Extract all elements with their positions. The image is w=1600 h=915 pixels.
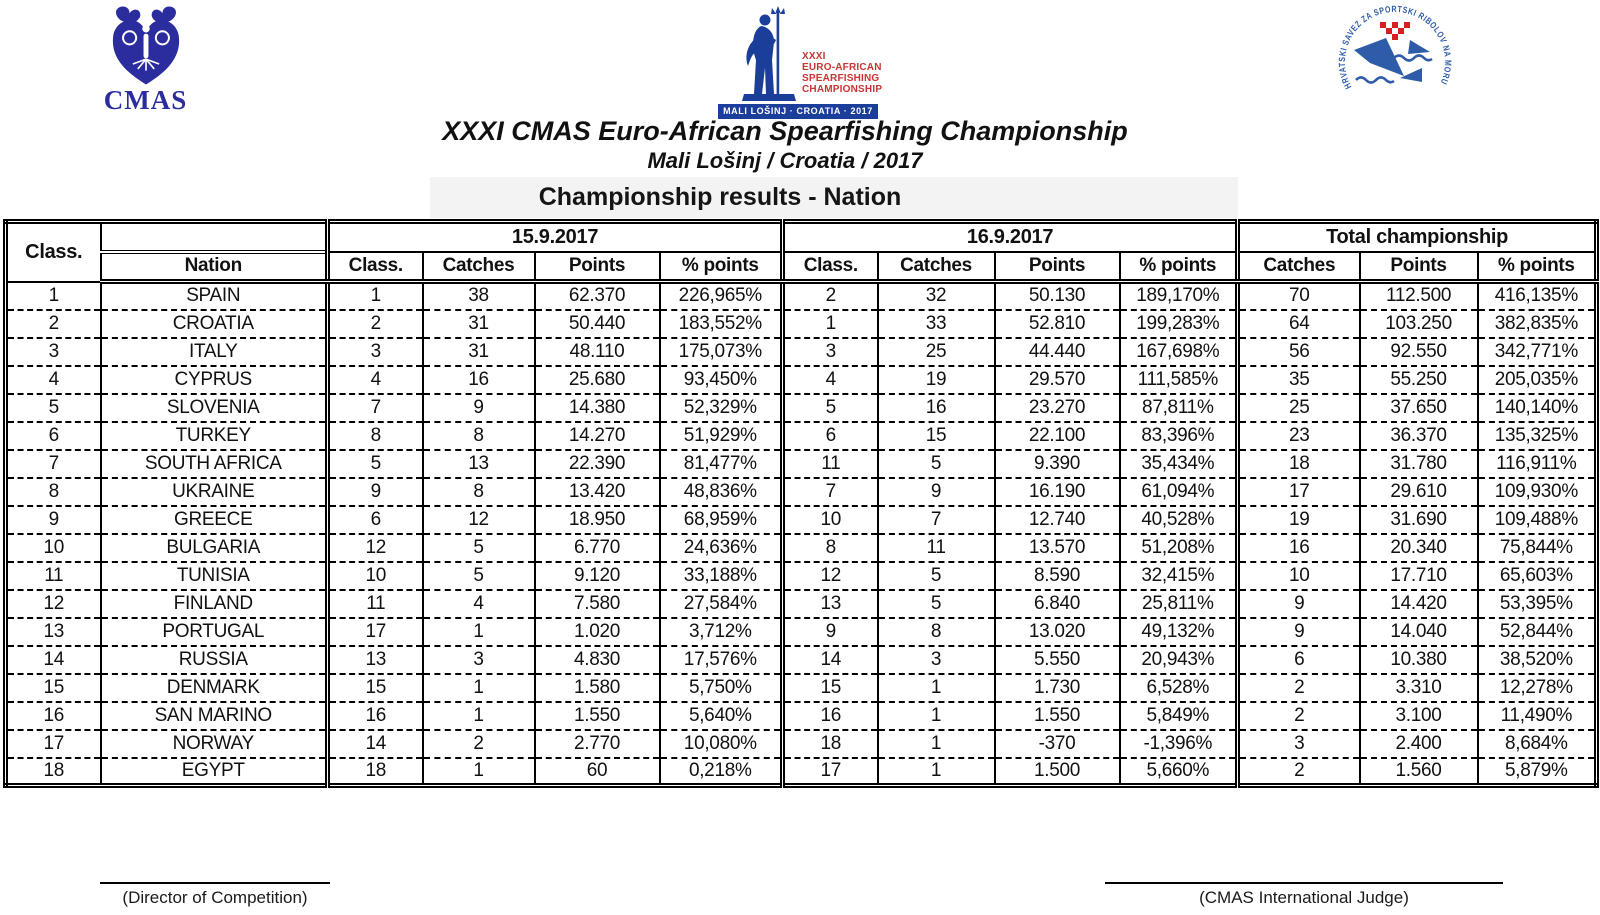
cell-d1-class: 16 [328, 702, 423, 730]
nation-header-spacer [101, 222, 328, 252]
cell-nation: EGYPT [101, 758, 328, 786]
col-header-day2-catches: Catches [878, 252, 995, 282]
cell-d1-class: 1 [328, 282, 423, 310]
cell-d2-class: 18 [783, 730, 878, 758]
col-header-total-points: Points [1360, 252, 1478, 282]
cell-d2-pct: 61,094% [1120, 478, 1238, 506]
cell-d2-pct: 32,415% [1120, 562, 1238, 590]
cell-d1-pct: 0,218% [660, 758, 783, 786]
cell-class: 8 [6, 478, 101, 506]
cell-d1-catches: 2 [423, 730, 535, 758]
cell-total-catches: 2 [1238, 702, 1360, 730]
cell-d1-pct: 33,188% [660, 562, 783, 590]
cell-class: 5 [6, 394, 101, 422]
cell-d2-pct: 6,528% [1120, 674, 1238, 702]
cell-d2-pct: 111,585% [1120, 366, 1238, 394]
cell-d1-class: 5 [328, 450, 423, 478]
cell-class: 12 [6, 590, 101, 618]
cell-d1-pct: 5,640% [660, 702, 783, 730]
cmas-logo-label: CMAS [103, 85, 188, 115]
table-row [6, 562, 1597, 590]
cell-d2-pct: 5,849% [1120, 702, 1238, 730]
cell-total-pct: 382,835% [1478, 310, 1597, 338]
cell-d1-class: 11 [328, 590, 423, 618]
event-logo-line: EURO-AFRICAN [802, 62, 882, 73]
results-table [3, 219, 1599, 788]
cell-d2-pct: 20,943% [1120, 646, 1238, 674]
cell-total-points: 17.710 [1360, 562, 1478, 590]
cell-d1-catches: 31 [423, 310, 535, 338]
cell-total-points: 3.310 [1360, 674, 1478, 702]
cell-d1-class: 9 [328, 478, 423, 506]
cell-nation: SPAIN [101, 282, 328, 310]
cell-nation: FINLAND [101, 590, 328, 618]
cell-d1-points: 48.110 [535, 338, 660, 366]
cell-total-points: 112.500 [1360, 282, 1478, 310]
cell-d1-pct: 3,712% [660, 618, 783, 646]
cell-d2-points: 5.550 [995, 646, 1120, 674]
cmas-emblem-icon [105, 4, 187, 88]
cell-nation: SAN MARINO [101, 702, 328, 730]
cell-d2-points: 13.020 [995, 618, 1120, 646]
cell-d2-class: 5 [783, 394, 878, 422]
federation-emblem-icon [1332, 2, 1458, 128]
cell-d2-catches: 11 [878, 534, 995, 562]
table-row [6, 674, 1597, 702]
table-row [6, 758, 1597, 786]
table-row [6, 282, 1597, 310]
cell-total-pct: 38,520% [1478, 646, 1597, 674]
table-row [6, 422, 1597, 450]
col-header-nation: Nation [101, 252, 328, 282]
cell-total-catches: 17 [1238, 478, 1360, 506]
cell-d1-pct: 27,584% [660, 590, 783, 618]
cell-total-pct: 5,879% [1478, 758, 1597, 786]
cell-class: 1 [6, 282, 101, 310]
cell-d1-pct: 48,836% [660, 478, 783, 506]
cell-d2-pct: 87,811% [1120, 394, 1238, 422]
cell-d1-pct: 24,636% [660, 534, 783, 562]
cell-d2-catches: 9 [878, 478, 995, 506]
page-title: XXXI CMAS Euro-African Spearfishing Championship [442, 116, 1128, 146]
cell-d2-points: 1.550 [995, 702, 1120, 730]
cell-class: 7 [6, 450, 101, 478]
cell-d1-class: 12 [328, 534, 423, 562]
cell-total-catches: 64 [1238, 310, 1360, 338]
cell-nation: PORTUGAL [101, 618, 328, 646]
col-header-overall-class: Class. [6, 222, 101, 282]
table-row [6, 338, 1597, 366]
cell-total-points: 31.780 [1360, 450, 1478, 478]
cell-d2-pct: -1,396% [1120, 730, 1238, 758]
cell-d2-catches: 5 [878, 450, 995, 478]
cell-d2-class: 8 [783, 534, 878, 562]
cell-d1-points: 50.440 [535, 310, 660, 338]
cell-d1-catches: 12 [423, 506, 535, 534]
cell-total-points: 29.610 [1360, 478, 1478, 506]
cell-d1-catches: 16 [423, 366, 535, 394]
cell-d2-points: 6.840 [995, 590, 1120, 618]
cell-d2-catches: 8 [878, 618, 995, 646]
cell-class: 2 [6, 310, 101, 338]
cell-total-points: 31.690 [1360, 506, 1478, 534]
cell-d1-points: 7.580 [535, 590, 660, 618]
cell-d1-pct: 52,329% [660, 394, 783, 422]
cell-d2-class: 2 [783, 282, 878, 310]
cell-d2-class: 15 [783, 674, 878, 702]
cell-d1-catches: 1 [423, 702, 535, 730]
cell-d1-pct: 17,576% [660, 646, 783, 674]
col-header-day2-points: Points [995, 252, 1120, 282]
cell-total-pct: 135,325% [1478, 422, 1597, 450]
cell-total-pct: 11,490% [1478, 702, 1597, 730]
cell-d2-pct: 5,660% [1120, 758, 1238, 786]
cell-d2-catches: 7 [878, 506, 995, 534]
cell-total-catches: 10 [1238, 562, 1360, 590]
cell-total-catches: 16 [1238, 534, 1360, 562]
signature-line-director [100, 882, 330, 908]
cell-d2-class: 4 [783, 366, 878, 394]
group-header-day1: 15.9.2017 [328, 222, 783, 252]
cell-d2-class: 14 [783, 646, 878, 674]
cell-d1-points: 2.770 [535, 730, 660, 758]
cell-total-pct: 53,395% [1478, 590, 1597, 618]
col-header-day1-class: Class. [328, 252, 423, 282]
cell-d1-class: 6 [328, 506, 423, 534]
cell-total-catches: 9 [1238, 618, 1360, 646]
cell-d2-class: 12 [783, 562, 878, 590]
cell-d2-class: 7 [783, 478, 878, 506]
cell-d2-pct: 25,811% [1120, 590, 1238, 618]
cell-d1-catches: 3 [423, 646, 535, 674]
cell-d2-pct: 35,434% [1120, 450, 1238, 478]
cell-class: 14 [6, 646, 101, 674]
cell-d2-points: 52.810 [995, 310, 1120, 338]
table-row [6, 394, 1597, 422]
cell-d1-points: 60 [535, 758, 660, 786]
results-table-body [6, 282, 1597, 786]
cell-d1-catches: 8 [423, 478, 535, 506]
cell-total-points: 14.040 [1360, 618, 1478, 646]
cell-d2-pct: 49,132% [1120, 618, 1238, 646]
cell-d1-points: 22.390 [535, 450, 660, 478]
cell-d2-class: 17 [783, 758, 878, 786]
cell-total-catches: 23 [1238, 422, 1360, 450]
table-row [6, 506, 1597, 534]
cell-d1-catches: 9 [423, 394, 535, 422]
cell-d2-pct: 40,528% [1120, 506, 1238, 534]
cell-d2-catches: 1 [878, 730, 995, 758]
cell-d1-class: 2 [328, 310, 423, 338]
cell-d2-catches: 1 [878, 702, 995, 730]
cell-total-points: 2.400 [1360, 730, 1478, 758]
cell-class: 18 [6, 758, 101, 786]
table-row [6, 534, 1597, 562]
cell-d2-pct: 83,396% [1120, 422, 1238, 450]
section-title-band [430, 177, 1238, 218]
cell-d2-points: 9.390 [995, 450, 1120, 478]
cell-d1-class: 18 [328, 758, 423, 786]
cell-d2-class: 1 [783, 310, 878, 338]
cell-nation: TURKEY [101, 422, 328, 450]
signature-label-judge: (CMAS International Judge) [1199, 888, 1409, 907]
cell-total-catches: 2 [1238, 674, 1360, 702]
cell-d2-catches: 3 [878, 646, 995, 674]
cell-d1-catches: 1 [423, 674, 535, 702]
signature-line-judge [1105, 882, 1503, 908]
cell-d1-catches: 5 [423, 562, 535, 590]
col-header-day1-pct: % points [660, 252, 783, 282]
cell-d1-pct: 175,073% [660, 338, 783, 366]
cell-d2-points: 13.570 [995, 534, 1120, 562]
cmas-logo [93, 4, 198, 116]
cell-d2-class: 13 [783, 590, 878, 618]
results-table-container [3, 219, 1597, 788]
cell-total-catches: 25 [1238, 394, 1360, 422]
cell-nation: GREECE [101, 506, 328, 534]
cell-d2-points: 22.100 [995, 422, 1120, 450]
cell-total-points: 55.250 [1360, 366, 1478, 394]
section-title: Championship results - Nation [538, 183, 902, 211]
cell-class: 11 [6, 562, 101, 590]
cell-nation: BULGARIA [101, 534, 328, 562]
cell-d2-class: 6 [783, 422, 878, 450]
cell-total-catches: 19 [1238, 506, 1360, 534]
cell-d1-pct: 81,477% [660, 450, 783, 478]
signature-label-director: (Director of Competition) [122, 888, 308, 907]
cell-d1-pct: 226,965% [660, 282, 783, 310]
cell-total-points: 3.100 [1360, 702, 1478, 730]
cell-d1-class: 15 [328, 674, 423, 702]
cell-d1-pct: 51,929% [660, 422, 783, 450]
cell-d2-points: 23.270 [995, 394, 1120, 422]
cell-d2-class: 11 [783, 450, 878, 478]
cell-d2-catches: 33 [878, 310, 995, 338]
table-row [6, 618, 1597, 646]
cell-class: 10 [6, 534, 101, 562]
table-row [6, 366, 1597, 394]
federation-logo [1332, 2, 1458, 128]
cell-total-points: 36.370 [1360, 422, 1478, 450]
event-logo-line: SPEARFISHING [802, 73, 880, 84]
cell-d1-pct: 10,080% [660, 730, 783, 758]
cell-d1-pct: 93,450% [660, 366, 783, 394]
col-header-day2-class: Class. [783, 252, 878, 282]
cell-class: 13 [6, 618, 101, 646]
cell-class: 17 [6, 730, 101, 758]
cell-nation: CYPRUS [101, 366, 328, 394]
event-logo-banner: MALI LOŠINJ · CROATIA · 2017 [718, 104, 878, 119]
cell-class: 16 [6, 702, 101, 730]
cell-total-points: 92.550 [1360, 338, 1478, 366]
cell-total-points: 37.650 [1360, 394, 1478, 422]
cell-d1-catches: 13 [423, 450, 535, 478]
col-header-day1-catches: Catches [423, 252, 535, 282]
cell-d2-pct: 199,283% [1120, 310, 1238, 338]
cell-d2-pct: 167,698% [1120, 338, 1238, 366]
cell-total-pct: 342,771% [1478, 338, 1597, 366]
cell-nation: SOUTH AFRICA [101, 450, 328, 478]
cell-d1-points: 1.550 [535, 702, 660, 730]
cell-d2-points: 1.500 [995, 758, 1120, 786]
cell-nation: NORWAY [101, 730, 328, 758]
cell-d2-points: 8.590 [995, 562, 1120, 590]
cell-d2-class: 9 [783, 618, 878, 646]
group-header-total: Total championship [1238, 222, 1597, 252]
cell-d2-points: -370 [995, 730, 1120, 758]
cell-d1-catches: 8 [423, 422, 535, 450]
cell-nation: SLOVENIA [101, 394, 328, 422]
cell-class: 9 [6, 506, 101, 534]
cell-d1-catches: 31 [423, 338, 535, 366]
cell-d2-points: 1.730 [995, 674, 1120, 702]
cell-total-catches: 35 [1238, 366, 1360, 394]
federation-circle-text: HRVATSKI SAVEZ ZA SPORTSKI RIBOLOV NA MORU [1336, 3, 1454, 91]
cell-d1-class: 13 [328, 646, 423, 674]
cell-total-points: 14.420 [1360, 590, 1478, 618]
cell-d1-points: 4.830 [535, 646, 660, 674]
cell-d1-points: 25.680 [535, 366, 660, 394]
cell-d1-class: 8 [328, 422, 423, 450]
table-row [6, 646, 1597, 674]
cell-d1-catches: 1 [423, 618, 535, 646]
cell-d1-class: 4 [328, 366, 423, 394]
cell-d2-catches: 5 [878, 590, 995, 618]
cell-total-points: 103.250 [1360, 310, 1478, 338]
event-logo-line: CHAMPIONSHIP [802, 84, 883, 95]
cell-d2-pct: 189,170% [1120, 282, 1238, 310]
cell-total-pct: 116,911% [1478, 450, 1597, 478]
cell-d2-catches: 5 [878, 562, 995, 590]
cell-total-catches: 2 [1238, 758, 1360, 786]
cell-d1-class: 14 [328, 730, 423, 758]
cell-nation: ITALY [101, 338, 328, 366]
cell-d2-catches: 1 [878, 758, 995, 786]
cell-total-catches: 70 [1238, 282, 1360, 310]
col-header-day1-points: Points [535, 252, 660, 282]
cell-total-pct: 140,140% [1478, 394, 1597, 422]
cell-d1-pct: 68,959% [660, 506, 783, 534]
cell-total-points: 1.560 [1360, 758, 1478, 786]
cell-d2-catches: 16 [878, 394, 995, 422]
cell-d1-catches: 1 [423, 758, 535, 786]
cell-d1-points: 14.270 [535, 422, 660, 450]
table-row [6, 310, 1597, 338]
fish-and-sails-icon [1354, 38, 1430, 82]
cell-d1-class: 7 [328, 394, 423, 422]
cell-total-pct: 8,684% [1478, 730, 1597, 758]
cell-d2-points: 44.440 [995, 338, 1120, 366]
cell-total-pct: 109,930% [1478, 478, 1597, 506]
cell-d1-class: 3 [328, 338, 423, 366]
cell-d1-class: 10 [328, 562, 423, 590]
event-logo-line: XXXI [802, 51, 826, 62]
col-header-total-pct: % points [1478, 252, 1597, 282]
cell-d1-catches: 38 [423, 282, 535, 310]
cell-class: 6 [6, 422, 101, 450]
cell-total-catches: 9 [1238, 590, 1360, 618]
cell-d2-catches: 19 [878, 366, 995, 394]
cell-d2-points: 12.740 [995, 506, 1120, 534]
cell-total-catches: 6 [1238, 646, 1360, 674]
cell-class: 15 [6, 674, 101, 702]
cell-class: 4 [6, 366, 101, 394]
cell-nation: RUSSIA [101, 646, 328, 674]
cell-total-pct: 205,035% [1478, 366, 1597, 394]
cell-d2-points: 29.570 [995, 366, 1120, 394]
cell-d2-catches: 25 [878, 338, 995, 366]
cell-total-pct: 52,844% [1478, 618, 1597, 646]
cell-d2-points: 50.130 [995, 282, 1120, 310]
cell-d2-class: 16 [783, 702, 878, 730]
cell-d2-catches: 1 [878, 674, 995, 702]
cell-d1-points: 9.120 [535, 562, 660, 590]
table-row [6, 702, 1597, 730]
cell-d2-points: 16.190 [995, 478, 1120, 506]
cell-d2-class: 10 [783, 506, 878, 534]
page-subtitle: Mali Lošinj / Croatia / 2017 [647, 148, 923, 173]
cell-nation: UKRAINE [101, 478, 328, 506]
table-row [6, 590, 1597, 618]
svg-text:HRVATSKI SAVEZ ZA SPORTSKI RIB [1337, 4, 1453, 91]
cell-total-catches: 3 [1238, 730, 1360, 758]
cell-total-pct: 416,135% [1478, 282, 1597, 310]
cell-d1-points: 1.020 [535, 618, 660, 646]
cell-total-points: 20.340 [1360, 534, 1478, 562]
event-logo [716, 2, 883, 119]
cell-total-points: 10.380 [1360, 646, 1478, 674]
cell-nation: CROATIA [101, 310, 328, 338]
cell-d1-catches: 4 [423, 590, 535, 618]
cell-d2-pct: 51,208% [1120, 534, 1238, 562]
cell-d1-points: 6.770 [535, 534, 660, 562]
cell-d1-pct: 5,750% [660, 674, 783, 702]
cell-total-pct: 12,278% [1478, 674, 1597, 702]
col-header-day2-pct: % points [1120, 252, 1238, 282]
cell-d1-points: 18.950 [535, 506, 660, 534]
cell-d1-points: 13.420 [535, 478, 660, 506]
cell-class: 3 [6, 338, 101, 366]
cell-total-pct: 75,844% [1478, 534, 1597, 562]
cell-d1-pct: 183,552% [660, 310, 783, 338]
table-row [6, 730, 1597, 758]
group-header-day2: 16.9.2017 [783, 222, 1238, 252]
cell-total-pct: 109,488% [1478, 506, 1597, 534]
cell-d2-catches: 32 [878, 282, 995, 310]
cell-d1-points: 1.580 [535, 674, 660, 702]
cell-nation: TUNISIA [101, 562, 328, 590]
table-row [6, 450, 1597, 478]
cell-total-pct: 65,603% [1478, 562, 1597, 590]
cell-d1-class: 17 [328, 618, 423, 646]
cell-d2-class: 3 [783, 338, 878, 366]
croatian-checker-icon [1380, 22, 1410, 40]
cell-nation: DENMARK [101, 674, 328, 702]
cell-d1-catches: 5 [423, 534, 535, 562]
table-row [6, 478, 1597, 506]
cell-d2-catches: 15 [878, 422, 995, 450]
cell-total-catches: 18 [1238, 450, 1360, 478]
cell-d1-points: 62.370 [535, 282, 660, 310]
spearfisher-statue-icon [738, 4, 800, 104]
cell-total-catches: 56 [1238, 338, 1360, 366]
cell-d1-points: 14.380 [535, 394, 660, 422]
col-header-total-catches: Catches [1238, 252, 1360, 282]
event-logo-text [802, 51, 882, 95]
